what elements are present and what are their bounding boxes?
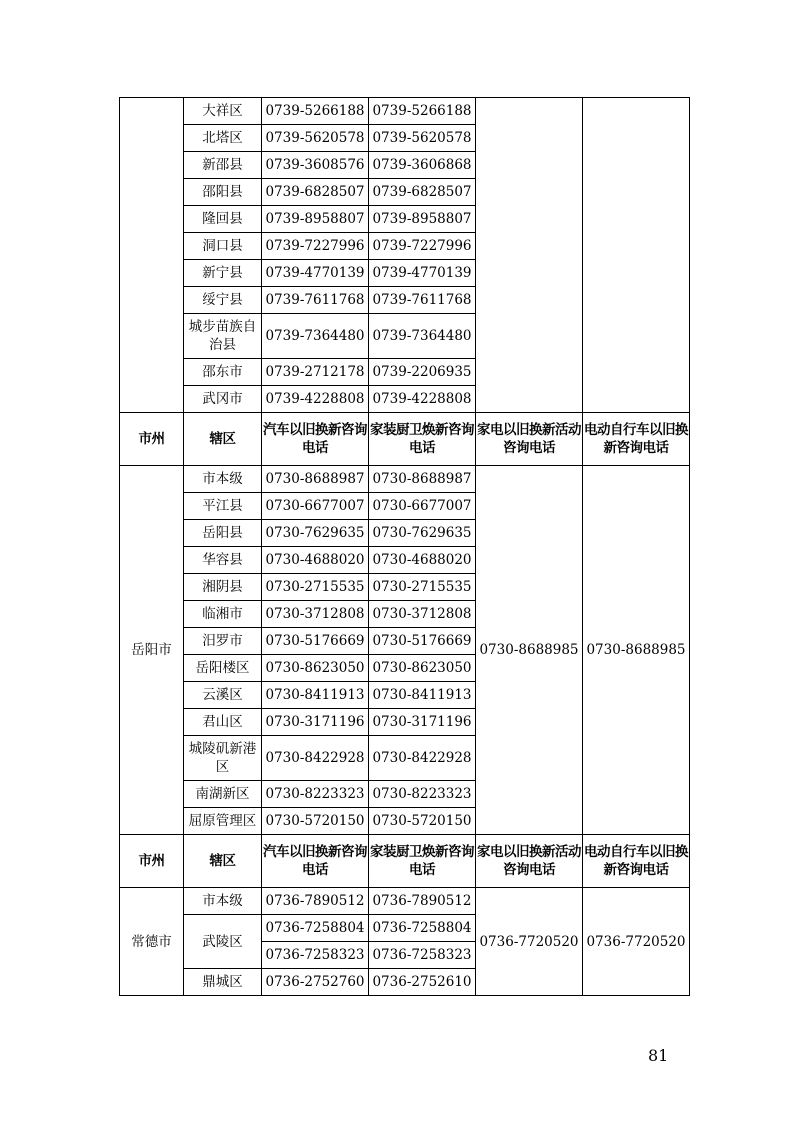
header-ebike: 电动自行车以旧换新咨询电话	[583, 413, 690, 466]
car-phone-cell: 0730-8688987	[262, 466, 369, 493]
home-phone-cell: 0736-2752610	[369, 969, 476, 996]
home-phone-cell: 0730-6677007	[369, 493, 476, 520]
car-phone-cell: 0739-7227996	[262, 233, 369, 260]
home-phone-cell: 0730-8223323	[369, 781, 476, 808]
city-cell	[120, 98, 184, 413]
home-phone-cell: 0730-5176669	[369, 628, 476, 655]
car-phone-cell: 0730-3712808	[262, 601, 369, 628]
home-phone-cell: 0739-4228808	[369, 386, 476, 413]
header-home: 家装厨卫焕新咨询电话	[369, 835, 476, 888]
car-phone-cell: 0730-6677007	[262, 493, 369, 520]
car-phone-cell: 0739-7364480	[262, 314, 369, 359]
appliance-phone-cell: 0736-7720520	[476, 888, 583, 996]
home-phone-cell: 0739-4770139	[369, 260, 476, 287]
home-phone-cell: 0736-7258323	[369, 942, 476, 969]
district-cell: 鼎城区	[184, 969, 262, 996]
header-car: 汽车以旧换新咨询电话	[262, 835, 369, 888]
home-phone-cell: 0730-8623050	[369, 655, 476, 682]
header-appliance: 家电以旧换新活动咨询电话	[476, 835, 583, 888]
home-phone-cell: 0730-5720150	[369, 808, 476, 835]
district-cell: 邵阳县	[184, 179, 262, 206]
home-phone-cell: 0730-3171196	[369, 709, 476, 736]
car-phone-cell: 0739-5266188	[262, 98, 369, 125]
header-ebike: 电动自行车以旧换新咨询电话	[583, 835, 690, 888]
appliance-phone-cell: 0730-8688985	[476, 466, 583, 835]
car-phone-cell: 0739-2712178	[262, 359, 369, 386]
table-header-row	[120, 835, 690, 888]
district-cell: 邵东市	[184, 359, 262, 386]
district-cell: 绥宁县	[184, 287, 262, 314]
district-cell: 南湖新区	[184, 781, 262, 808]
header-city: 市州	[120, 413, 184, 466]
district-cell: 湘阴县	[184, 574, 262, 601]
car-phone-cell: 0730-8411913	[262, 682, 369, 709]
district-cell: 君山区	[184, 709, 262, 736]
home-phone-cell: 0736-7890512	[369, 888, 476, 915]
header-home: 家装厨卫焕新咨询电话	[369, 413, 476, 466]
district-cell: 岳阳楼区	[184, 655, 262, 682]
district-cell: 新宁县	[184, 260, 262, 287]
district-cell: 洞口县	[184, 233, 262, 260]
home-phone-cell: 0739-7611768	[369, 287, 476, 314]
car-phone-cell: 0730-5176669	[262, 628, 369, 655]
table-row	[120, 888, 690, 915]
car-phone-cell: 0730-3171196	[262, 709, 369, 736]
home-phone-cell: 0739-5266188	[369, 98, 476, 125]
ebike-phone-cell: 0730-8688985	[583, 466, 690, 835]
district-cell: 大祥区	[184, 98, 262, 125]
header-district: 辖区	[184, 835, 262, 888]
district-cell: 城步苗族自治县	[184, 314, 262, 359]
district-cell: 市本级	[184, 466, 262, 493]
home-phone-cell: 0739-6828507	[369, 179, 476, 206]
home-phone-cell: 0730-4688020	[369, 547, 476, 574]
table-header-row	[120, 413, 690, 466]
page-number: 81	[648, 1046, 669, 1065]
car-phone-cell: 0739-6828507	[262, 179, 369, 206]
district-cell: 屈原管理区	[184, 808, 262, 835]
header-district: 辖区	[184, 413, 262, 466]
district-cell: 武冈市	[184, 386, 262, 413]
ebike-phone-cell	[583, 98, 690, 413]
home-phone-cell: 0739-5620578	[369, 125, 476, 152]
home-phone-cell: 0739-7227996	[369, 233, 476, 260]
district-cell: 武陵区	[184, 915, 262, 969]
table-row	[120, 466, 690, 493]
car-phone-cell: 0739-8958807	[262, 206, 369, 233]
car-phone-cell: 0739-5620578	[262, 125, 369, 152]
home-phone-cell: 0730-7629635	[369, 520, 476, 547]
home-phone-cell: 0730-8411913	[369, 682, 476, 709]
car-phone-cell: 0730-8422928	[262, 736, 369, 781]
car-phone-cell: 0739-4770139	[262, 260, 369, 287]
district-cell: 城陵矶新港区	[184, 736, 262, 781]
car-phone-cell: 0739-4228808	[262, 386, 369, 413]
district-cell: 平江县	[184, 493, 262, 520]
district-cell: 北塔区	[184, 125, 262, 152]
home-phone-cell: 0730-3712808	[369, 601, 476, 628]
city-cell: 岳阳市	[120, 466, 184, 835]
car-phone-cell: 0730-8223323	[262, 781, 369, 808]
home-phone-cell: 0730-8688987	[369, 466, 476, 493]
home-phone-cell: 0739-3606868	[369, 152, 476, 179]
header-car: 汽车以旧换新咨询电话	[262, 413, 369, 466]
city-cell: 常德市	[120, 888, 184, 996]
car-phone-cell: 0730-5720150	[262, 808, 369, 835]
district-cell: 新邵县	[184, 152, 262, 179]
car-phone-cell: 0736-7258323	[262, 942, 369, 969]
appliance-phone-cell	[476, 98, 583, 413]
ebike-phone-cell: 0736-7720520	[583, 888, 690, 996]
car-phone-cell: 0730-2715535	[262, 574, 369, 601]
car-phone-cell: 0730-7629635	[262, 520, 369, 547]
home-phone-cell: 0739-8958807	[369, 206, 476, 233]
phone-directory-table	[119, 97, 690, 996]
district-cell: 汨罗市	[184, 628, 262, 655]
district-cell: 市本级	[184, 888, 262, 915]
district-cell: 华容县	[184, 547, 262, 574]
district-cell: 云溪区	[184, 682, 262, 709]
car-phone-cell: 0730-8623050	[262, 655, 369, 682]
header-city: 市州	[120, 835, 184, 888]
home-phone-cell: 0736-7258804	[369, 915, 476, 942]
home-phone-cell: 0730-8422928	[369, 736, 476, 781]
home-phone-cell: 0730-2715535	[369, 574, 476, 601]
car-phone-cell: 0739-7611768	[262, 287, 369, 314]
table-row	[120, 98, 690, 125]
car-phone-cell: 0736-2752760	[262, 969, 369, 996]
district-cell: 临湘市	[184, 601, 262, 628]
car-phone-cell: 0739-3608576	[262, 152, 369, 179]
district-cell: 岳阳县	[184, 520, 262, 547]
home-phone-cell: 0739-7364480	[369, 314, 476, 359]
car-phone-cell: 0730-4688020	[262, 547, 369, 574]
home-phone-cell: 0739-2206935	[369, 359, 476, 386]
district-cell: 隆回县	[184, 206, 262, 233]
header-appliance: 家电以旧换新活动咨询电话	[476, 413, 583, 466]
car-phone-cell: 0736-7890512	[262, 888, 369, 915]
car-phone-cell: 0736-7258804	[262, 915, 369, 942]
